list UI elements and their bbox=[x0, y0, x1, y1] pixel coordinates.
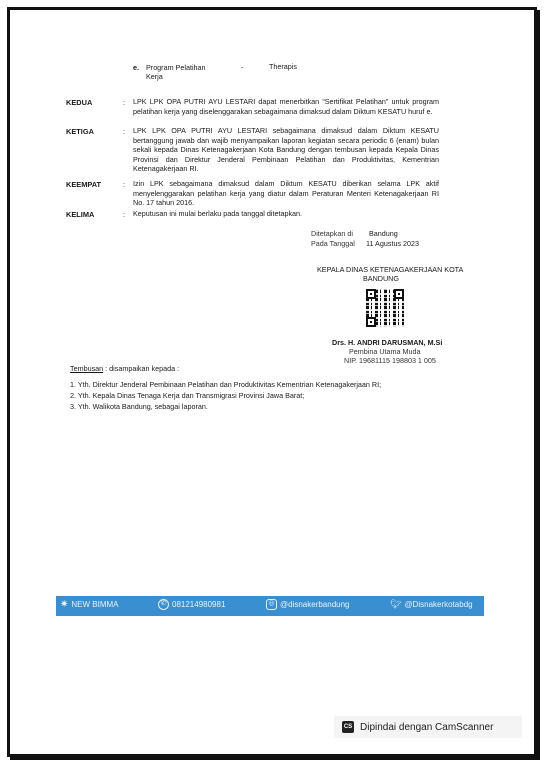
tembusan-item: 1. Yth. Direktur Jenderal Pembinaan Pelatihan dan Produktivitas Kementrian Ketenagakerjaan RI; bbox=[70, 380, 382, 389]
colon: : bbox=[123, 98, 126, 107]
diktum-label-kedua: KEDUA bbox=[66, 98, 93, 107]
enactment-place-value: Bandung bbox=[369, 229, 398, 238]
footer-instagram-handle: @disnakerbandung bbox=[280, 600, 350, 609]
tembusan-item: 3. Yth. Walikota Bandung, sebagai laporan. bbox=[70, 402, 208, 411]
footer-brand bbox=[60, 599, 119, 610]
whatsapp-icon: ✆ bbox=[158, 599, 169, 610]
diktum-label-keempat: KEEMPAT bbox=[66, 180, 102, 189]
diktum-text-keempat: Izin LPK sebagaimana dimaksud dalam Diktum KESATU diberikan selama LPK aktif menyelenggarakan pelatihan kerja yang diatur dalam Peraturan Menteri Ketenagakerjaan RI No. 17 tahun 2016. bbox=[133, 179, 439, 208]
item-dash: - bbox=[241, 63, 244, 72]
camscanner-text: Dipindai dengan CamScanner bbox=[360, 721, 494, 733]
footer-instagram bbox=[266, 599, 350, 610]
colon: : bbox=[123, 210, 126, 219]
qr-code-icon bbox=[366, 289, 404, 327]
enactment-date-label: Pada Tanggal bbox=[311, 239, 355, 248]
instagram-icon: ◎ bbox=[266, 599, 277, 610]
colon: : bbox=[123, 127, 126, 136]
footer-whatsapp bbox=[158, 599, 225, 610]
signatory-title: KEPALA DINAS KETENAGAKERJAAN KOTA bbox=[317, 265, 464, 274]
item-value: Therapis bbox=[269, 62, 297, 71]
footer-bar bbox=[56, 596, 484, 616]
signatory-rank: Pembina Utama Muda bbox=[349, 347, 421, 356]
colon: : bbox=[123, 180, 126, 189]
item-letter: e. bbox=[133, 63, 139, 72]
diktum-label-kelima: KELIMA bbox=[66, 210, 95, 219]
camscanner-logo-icon: CS bbox=[342, 721, 354, 733]
diktum-text-ketiga: LPK LPK OPA PUTRI AYU LESTARI sebagaimana dimaksud dalam Diktum KESATU bertanggung jawab dan wajib menyampaikan laporan kegiatan secara periodic 6 (enam) bulan sekali kepada Dinas Ketenagakerjaan Kota Bandung dengan tembusan kepada Kepala Dinas Provinsi dan Direktur Jenderal Pembinaan Pelatihan dan Produktivitas, Kementrian Ketenagakerjaan RI. bbox=[133, 126, 439, 174]
footer-brand-label: NEW BIMMA bbox=[71, 600, 119, 609]
enactment-date-value: 11 Agustus 2023 bbox=[366, 239, 420, 248]
enactment-place-label: Ditetapkan di bbox=[311, 229, 353, 238]
camscanner-badge bbox=[334, 716, 522, 738]
footer-twitter-handle: @Disnakerkotabdg bbox=[404, 600, 473, 609]
signatory-name: Drs. H. ANDRI DARUSMAN, M.Si bbox=[332, 338, 443, 347]
item-label: Program Pelatihan bbox=[146, 63, 206, 72]
tembusan-item: 2. Yth. Kepala Dinas Tenaga Kerja dan Transmigrasi Provinsi Jawa Barat; bbox=[70, 391, 305, 400]
diktum-label-ketiga: KETIGA bbox=[66, 127, 94, 136]
bimma-logo-icon: ✷ bbox=[60, 599, 69, 610]
signatory-title-cont: BANDUNG bbox=[363, 274, 399, 283]
footer-whatsapp-number: 081214980981 bbox=[172, 600, 226, 609]
footer-twitter bbox=[390, 599, 473, 610]
diktum-text-kelima: Keputusan ini mulai berlaku pada tanggal ditetapkan. bbox=[133, 209, 303, 218]
diktum-text-kedua: LPK LPK OPA PUTRI AYU LESTARI dapat menerbitkan “Sertifikat Pelatihan” untuk program pelatihan kerja yang diselenggarakan sebagaimana dimaksud dalam Diktum KESATU huruf e. bbox=[133, 97, 439, 116]
tembusan-heading: Tembusan : disampaikan kepada : bbox=[70, 364, 180, 373]
item-label-cont: Kerja bbox=[146, 72, 163, 81]
signatory-nip: NIP. 19681115 198803 1 005 bbox=[344, 356, 436, 365]
twitter-icon: 🐦︎ bbox=[390, 599, 402, 609]
